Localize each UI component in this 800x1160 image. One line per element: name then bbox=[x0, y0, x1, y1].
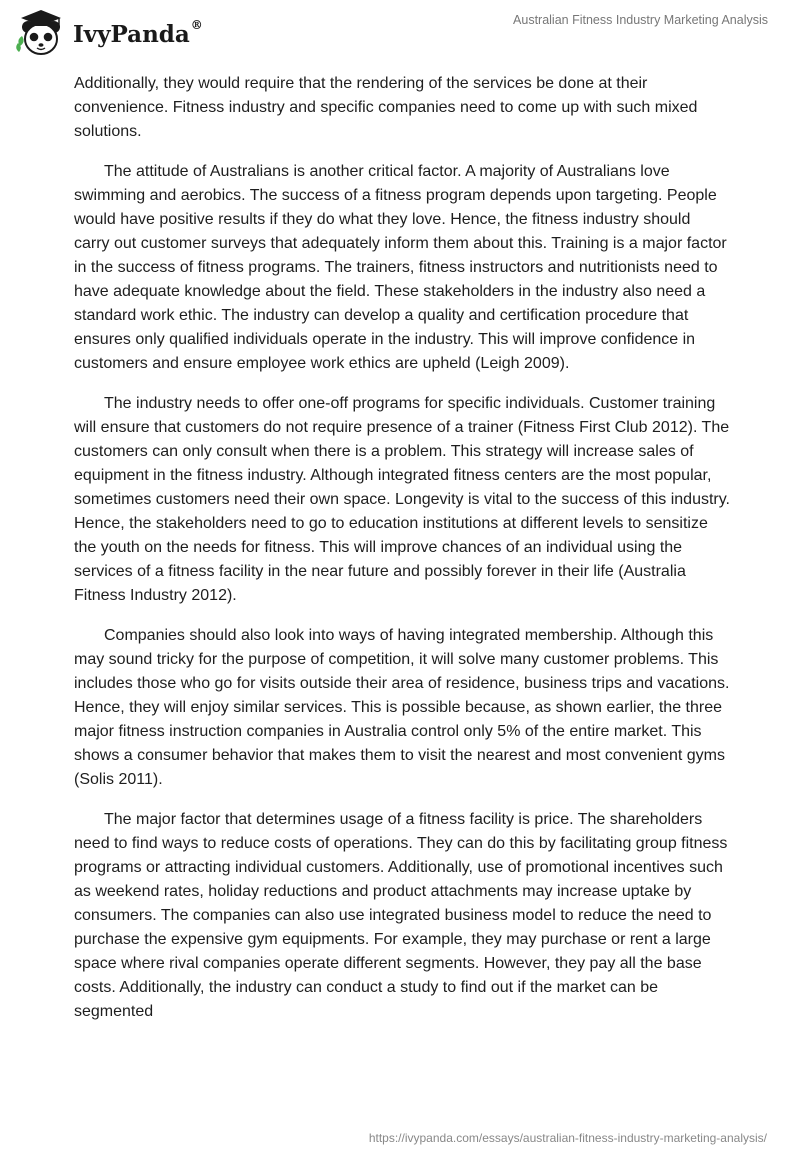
essay-body bbox=[74, 72, 730, 1040]
paragraph-4: Companies should also look into ways of having integrated membership. Although this may sound tricky for the purpose of competition, it will solve many customer problems. This includes those who go for visits outside their area of residence, business trips and vacations. Hence, they will enjoy similar services. This is possible because, as shown earlier, the three major fitness instruction companies in Australia control only 5% of the entire market. This shows a consumer behavior that makes them to visit the nearest and most convenient gyms (Solis 2011). bbox=[74, 627, 730, 788]
source-url-link[interactable]: https://ivypanda.com/essays/australian-fitness-industry-marketing-analysis/ bbox=[368, 1131, 767, 1145]
paragraph-5: The major factor that determines usage of a fitness facility is price. The shareholders need to find ways to reduce costs of operations. They can do this by facilitating group fitness programs or attracting individual customers. Additionally, use of promotional incentives such as weekend rates, holiday reductions and product attachments may increase uptake by consumers. The companies can also use integrated business model to reduce the need to purchase the expensive gym equipments. For example, they may purchase or rent a large space where rival companies operate different segments. However, they pay all the base costs. Additionally, the industry can conduct a study to find out if the market can be segmented bbox=[74, 811, 728, 1020]
ivypanda-logo[interactable] bbox=[14, 6, 203, 60]
paragraph-1: Additionally, they would require that the rendering of the services be done at their convenience. Fitness industry and specific companies need to come up with such mixed solutions. bbox=[74, 75, 698, 140]
paragraph-3: The industry needs to offer one-off programs for specific individuals. Customer training will ensure that customers do not require presence of a trainer (Fitness First Club 2012). The customers can only consult when there is a problem. This strategy will increase sales of equipment in the fitness industry. Although integrated fitness centers are the most popular, sometimes customers need their own space. Longevity is vital to the success of this industry. Hence, the stakeholders need to go to education institutions at different levels to sensitize the youth on the needs for fitness. This will improve chances of an individual using the services of a fitness facility in the near future and possibly forever in their life (Australia Fitness Industry 2012). bbox=[74, 395, 730, 604]
registered-mark: ® bbox=[190, 17, 203, 32]
panda-graduate-icon bbox=[14, 6, 68, 60]
logo-wordmark: IvyPanda® bbox=[73, 17, 203, 48]
page-header bbox=[0, 0, 800, 70]
paragraph-2: The attitude of Australians is another critical factor. A majority of Australians love swimming and aerobics. The success of a fitness program depends upon targeting. People would have positive results if they do what they love. Hence, the fitness industry should carry out customer surveys that adequately inform them about this. Training is a major factor in the success of fitness programs. The trainers, fitness instructors and nutritionists need to have adequate knowledge about the field. These stakeholders in the industry also need a standard work ethic. The industry can develop a quality and certification procedure that ensures only qualified individuals operate in the industry. This will improve confidence in customers and ensure employee work ethics are upheld (Leigh 2009). bbox=[74, 163, 727, 372]
document-title: Australian Fitness Industry Marketing Analysis bbox=[513, 13, 768, 27]
